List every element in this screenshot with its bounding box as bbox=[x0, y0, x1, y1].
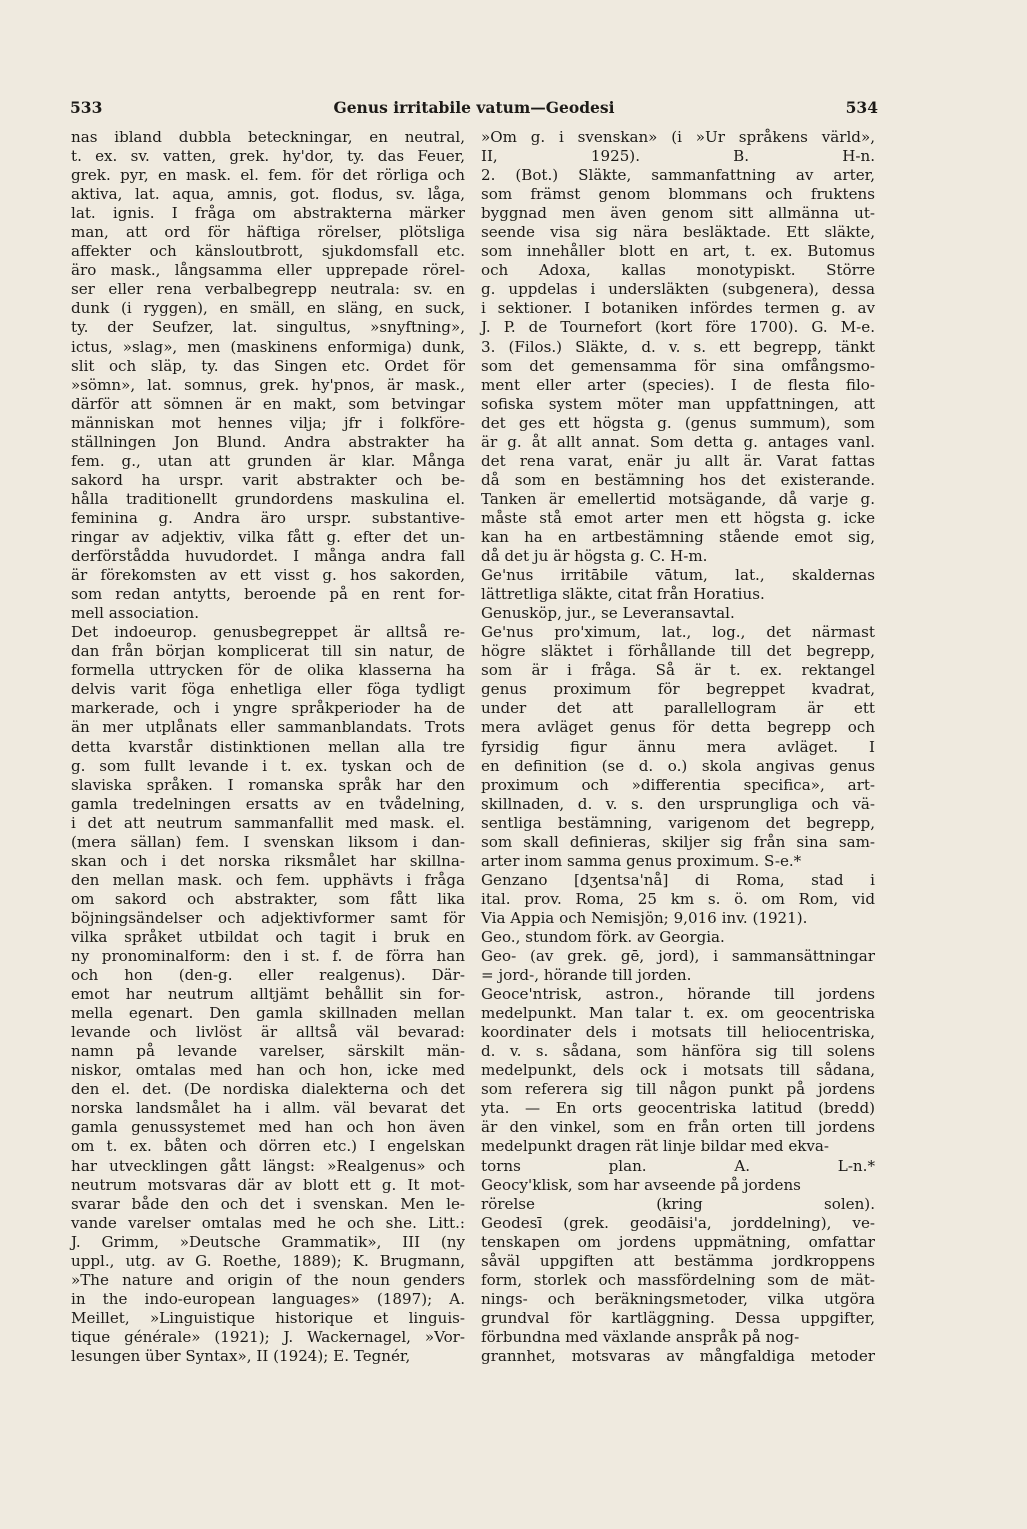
text-line: »The nature and origin of the noun genders bbox=[71, 1270, 465, 1289]
text-line: kan ha en artbestämning stående emot sig, bbox=[481, 527, 875, 546]
text-line: som är i fråga. Så är t. ex. rektangel bbox=[481, 661, 875, 680]
text-line: Geocy'klisk, som har avseende på jordens bbox=[481, 1175, 801, 1194]
text-line: då som en bestämning hos det existerande. bbox=[481, 470, 875, 489]
text-line: under det att parallellogram är ett bbox=[481, 699, 875, 718]
text-line: derförstådda huvudordet. I många andra fall bbox=[71, 547, 465, 566]
text-line: mella egenart. Den gamla skillnaden mellan bbox=[71, 1004, 465, 1023]
text-line: har utvecklingen gått längst: »Realgenus» och bbox=[71, 1156, 465, 1175]
text-line: människan mot hennes vilja; jfr i folkföre- bbox=[71, 413, 465, 432]
text-line: fem. g., utan att grunden är klar. Många bbox=[71, 451, 465, 470]
text-line: formella uttrycken för de olika klasserna ha bbox=[71, 661, 465, 680]
running-header bbox=[70, 98, 878, 122]
text-line: Meillet, »Linguistique historique et linguis- bbox=[71, 1308, 465, 1327]
text-line: uppl., utg. av G. Roethe, 1889); K. Brugmann, bbox=[71, 1251, 465, 1270]
text-line: Ge'nus pro'ximum, lat., log., det närmast bbox=[481, 623, 875, 642]
text-line: Via Appia och Nemisjön; 9,016 inv. (1921). bbox=[481, 908, 808, 927]
text-line: sofiska system möter man uppfattningen, att bbox=[481, 394, 875, 413]
text-line: = jord-, hörande till jorden. bbox=[481, 966, 692, 985]
text-line: ty. der Seufzer, lat. singultus, »snyftning», bbox=[71, 318, 465, 337]
text-line: form, storlek och massfördelning som de mät- bbox=[481, 1270, 875, 1289]
text-line: fyrsidig figur ännu mera avläget. I bbox=[481, 737, 875, 756]
text-line: (mera sällan) fem. I svenskan liksom i dan- bbox=[71, 832, 465, 851]
header-title: Genus irritabile vatum—Geodesi bbox=[333, 98, 615, 117]
text-line: rörelse (kring solen). bbox=[481, 1194, 875, 1213]
text-line: vilka språket utbildat och tagit i bruk en bbox=[71, 927, 465, 946]
text-line: ställningen Jon Blund. Andra abstrakter ha bbox=[71, 432, 465, 451]
text-line: medelpunkt, dels ock i motsats till sådana, bbox=[481, 1061, 875, 1080]
text-line: nas ibland dubbla beteckningar, en neutral, bbox=[71, 128, 465, 146]
text-line: tique générale» (1921); J. Wackernagel, »Vor- bbox=[71, 1327, 465, 1346]
text-line: tenskapen om jordens uppmätning, omfattar bbox=[481, 1232, 875, 1251]
text-line: slaviska språken. I romanska språk har den bbox=[71, 775, 465, 794]
text-line: det ges ett högsta g. (genus summum), som bbox=[481, 413, 875, 432]
text-line: Geoce'ntrisk, astron., hörande till jordens bbox=[481, 985, 875, 1004]
text-line: som referera sig till någon punkt på jordens bbox=[481, 1080, 875, 1099]
page-number-left: 533 bbox=[70, 98, 103, 117]
text-line: d. v. s. sådana, som hänföra sig till solens bbox=[481, 1042, 875, 1061]
text-line: neutrum motsvaras där av blott ett g. It mot- bbox=[71, 1175, 465, 1194]
text-line: skillnaden, d. v. s. den ursprungliga och vä- bbox=[481, 794, 875, 813]
text-line: levande och livlöst är alltså väl bevarad: bbox=[71, 1023, 465, 1042]
text-line: hålla traditionellt grundordens maskulina el. bbox=[71, 489, 465, 508]
text-line: är g. åt allt annat. Som detta g. antages vanl. bbox=[481, 432, 875, 451]
text-line: aktiva, lat. aqua, amnis, got. flodus, sv. låga, bbox=[71, 185, 465, 204]
text-line: arter inom samma genus proximum. S-e.* bbox=[481, 851, 802, 870]
left-column bbox=[71, 128, 465, 1366]
text-line: lättretliga släkte, citat från Horatius. bbox=[481, 585, 765, 604]
right-column bbox=[481, 128, 875, 1366]
text-line: då det ju är högsta g. C. H-m. bbox=[481, 547, 708, 566]
text-line: namn på levande varelser, särskilt män- bbox=[71, 1042, 465, 1061]
text-line: som innehåller blott en art, t. ex. Butomus bbox=[481, 242, 875, 261]
text-line: genus proximum för begreppet kvadrat, bbox=[481, 680, 875, 699]
text-line: mell association. bbox=[71, 604, 200, 623]
text-line: Genzano [dʒentsa'nå] di Roma, stad i bbox=[481, 870, 875, 889]
text-line: Geo- (av grek. gē, jord), i sammansättningar bbox=[481, 947, 875, 966]
text-line: lesungen über Syntax», II (1924); E. Tegnér, bbox=[71, 1347, 411, 1365]
text-line: Genusköp, jur., se Leveransavtal. bbox=[481, 604, 735, 623]
text-line: II, 1925). B. H-n. bbox=[481, 147, 875, 166]
text-line: gamla tredelningen ersatts av en tvådelning, bbox=[71, 794, 465, 813]
page-number-right: 534 bbox=[845, 98, 878, 117]
text-line: grundval för kartläggning. Dessa uppgifter, bbox=[481, 1308, 875, 1327]
text-line: man, att ord för häftiga rörelser, plötsliga bbox=[71, 223, 465, 242]
text-line: i det att neutrum sammanfallit med mask. el. bbox=[71, 813, 465, 832]
text-line: som redan antytts, beroende på en rent for- bbox=[71, 585, 465, 604]
text-line: »Om g. i svenskan» (i »Ur språkens värld», bbox=[481, 128, 875, 146]
text-line: sentliga bestämning, varigenom det begrepp, bbox=[481, 813, 875, 832]
text-line: gamla genussystemet med han och hon även bbox=[71, 1118, 465, 1137]
text-line: som det gemensamma för sina omfångsmo- bbox=[481, 356, 875, 375]
text-line: markerade, och i yngre språkperioder ha de bbox=[71, 699, 465, 718]
text-line: svarar både den och det i svenskan. Men le- bbox=[71, 1194, 465, 1213]
text-line: 3. (Filos.) Släkte, d. v. s. ett begrepp, tänkt bbox=[481, 337, 875, 356]
text-line: in the indo-european languages» (1897); A. bbox=[71, 1289, 465, 1308]
text-line: därför att sömnen är en makt, som betvingar bbox=[71, 394, 465, 413]
text-line: Geo., stundom förk. av Georgia. bbox=[481, 927, 725, 946]
text-line: t. ex. sv. vatten, grek. hy'dor, ty. das Feuer, bbox=[71, 147, 465, 166]
text-line: måste stå emot arter men ett högsta g. icke bbox=[481, 508, 875, 527]
text-line: »sömn», lat. somnus, grek. hy'pnos, är mask., bbox=[71, 375, 465, 394]
text-line: dunk (i ryggen), en smäll, en släng, en suck, bbox=[71, 299, 465, 318]
text-line: ital. prov. Roma, 25 km s. ö. om Rom, vid bbox=[481, 889, 875, 908]
text-line: J. P. de Tournefort (kort före 1700). G. M-e. bbox=[481, 318, 875, 337]
text-line: medelpunkt. Man talar t. ex. om geocentriska bbox=[481, 1004, 875, 1023]
text-line: seende visa sig nära besläktade. Ett släkte, bbox=[481, 223, 875, 242]
text-line: den el. det. (De nordiska dialekterna och det bbox=[71, 1080, 465, 1099]
text-line: högre släktet i förhållande till det begrepp, bbox=[481, 642, 875, 661]
text-line: grek. pyr, en mask. el. fem. för det rörliga och bbox=[71, 166, 465, 185]
text-line: norska landsmålet ha i allm. väl bevarat det bbox=[71, 1099, 465, 1118]
text-line: mera avläget genus för detta begrepp och bbox=[481, 718, 875, 737]
text-line: g. uppdelas i undersläkten (subgenera), dessa bbox=[481, 280, 875, 299]
text-line: om sakord och abstrakter, som fått lika bbox=[71, 889, 465, 908]
text-line: skan och i det norska riksmålet har skillna- bbox=[71, 851, 465, 870]
text-line: delvis varit föga enhetliga eller föga tydligt bbox=[71, 680, 465, 699]
text-line: grannhet, motsvaras av mångfaldiga metoder bbox=[481, 1347, 875, 1365]
text-line: sakord ha urspr. varit abstrakter och be- bbox=[71, 470, 465, 489]
text-line: nings- och beräkningsmetoder, vilka utgöra bbox=[481, 1289, 875, 1308]
text-line: 2. (Bot.) Släkte, sammanfattning av arter, bbox=[481, 166, 875, 185]
text-line: än mer utplånats eller sammanblandats. Trots bbox=[71, 718, 465, 737]
text-line: och Adoxa, kallas monotypiskt. Större bbox=[481, 261, 875, 280]
text-line: den mellan mask. och fem. upphävts i fråga bbox=[71, 870, 465, 889]
text-line: förbundna med växlande anspråk på nog- bbox=[481, 1327, 800, 1346]
text-line: ny pronominalform: den i st. f. de förra han bbox=[71, 947, 465, 966]
text-line: yta. — En orts geocentriska latitud (bredd) bbox=[481, 1099, 875, 1118]
text-line: medelpunkt dragen rät linje bildar med ekva- bbox=[481, 1137, 830, 1156]
text-line: ser eller rena verbalbegrepp neutrala: sv. en bbox=[71, 280, 465, 299]
text-line: torns plan. A. L-n.* bbox=[481, 1156, 875, 1175]
text-line: koordinater dels i motsats till heliocentriska, bbox=[481, 1023, 875, 1042]
text-line: och hon (den-g. eller realgenus). Där- bbox=[71, 966, 465, 985]
text-line: lat. ignis. I fråga om abstrakterna märker bbox=[71, 204, 465, 223]
text-line: som skall definieras, skiljer sig från sina sam- bbox=[481, 832, 875, 851]
text-line: Tanken är emellertid motsägande, då varje g. bbox=[481, 489, 875, 508]
text-line: J. Grimm, »Deutsche Grammatik», III (ny bbox=[71, 1232, 465, 1251]
text-line: ictus, »slag», men (maskinens enformiga) dunk, bbox=[71, 337, 465, 356]
text-line: slit och släp, ty. das Singen etc. Ordet för bbox=[71, 356, 465, 375]
text-line: proximum och »differentia specifica», art- bbox=[481, 775, 875, 794]
text-line: i sektioner. I botaniken infördes termen g. av bbox=[481, 299, 875, 318]
text-line: Det indoeurop. genusbegreppet är alltså re- bbox=[71, 623, 465, 642]
text-line: som främst genom blommans och fruktens bbox=[481, 185, 875, 204]
text-line: det rena varat, enär ju allt är. Varat fattas bbox=[481, 451, 875, 470]
text-line: Ge'nus irritābile vātum, lat., skaldernas bbox=[481, 566, 875, 585]
text-line: är förekomsten av ett visst g. hos sakorden, bbox=[71, 566, 465, 585]
text-line: affekter och känsloutbrott, sjukdomsfall etc. bbox=[71, 242, 465, 261]
text-line: om t. ex. båten och dörren etc.) I engelskan bbox=[71, 1137, 465, 1156]
text-line: Geodesī (grek. geodāisi'a, jorddelning), ve- bbox=[481, 1213, 875, 1232]
text-line: g. som fullt levande i t. ex. tyskan och de bbox=[71, 756, 465, 775]
text-line: såväl uppgiften att bestämma jordkroppens bbox=[481, 1251, 875, 1270]
text-line: en definition (se d. o.) skola angivas genus bbox=[481, 756, 875, 775]
text-line: är den vinkel, som en från orten till jordens bbox=[481, 1118, 875, 1137]
text-line: äro mask., långsamma eller upprepade rörel- bbox=[71, 261, 465, 280]
text-line: böjningsändelser och adjektivformer samt för bbox=[71, 908, 465, 927]
text-line: ment eller arter (species). I de flesta filo- bbox=[481, 375, 875, 394]
text-line: vande varelser omtalas med he och she. Litt.: bbox=[71, 1213, 465, 1232]
text-line: niskor, omtalas med han och hon, icke med bbox=[71, 1061, 465, 1080]
text-line: ringar av adjektiv, vilka fått g. efter det un- bbox=[71, 527, 465, 546]
text-line: feminina g. Andra äro urspr. substantive- bbox=[71, 508, 465, 527]
text-line: byggnad men även genom sitt allmänna ut- bbox=[481, 204, 875, 223]
text-line: dan från början komplicerat till sin natur, de bbox=[71, 642, 465, 661]
text-line: detta kvarstår distinktionen mellan alla tre bbox=[71, 737, 465, 756]
text-line: emot har neutrum alltjämt behållit sin for- bbox=[71, 985, 465, 1004]
